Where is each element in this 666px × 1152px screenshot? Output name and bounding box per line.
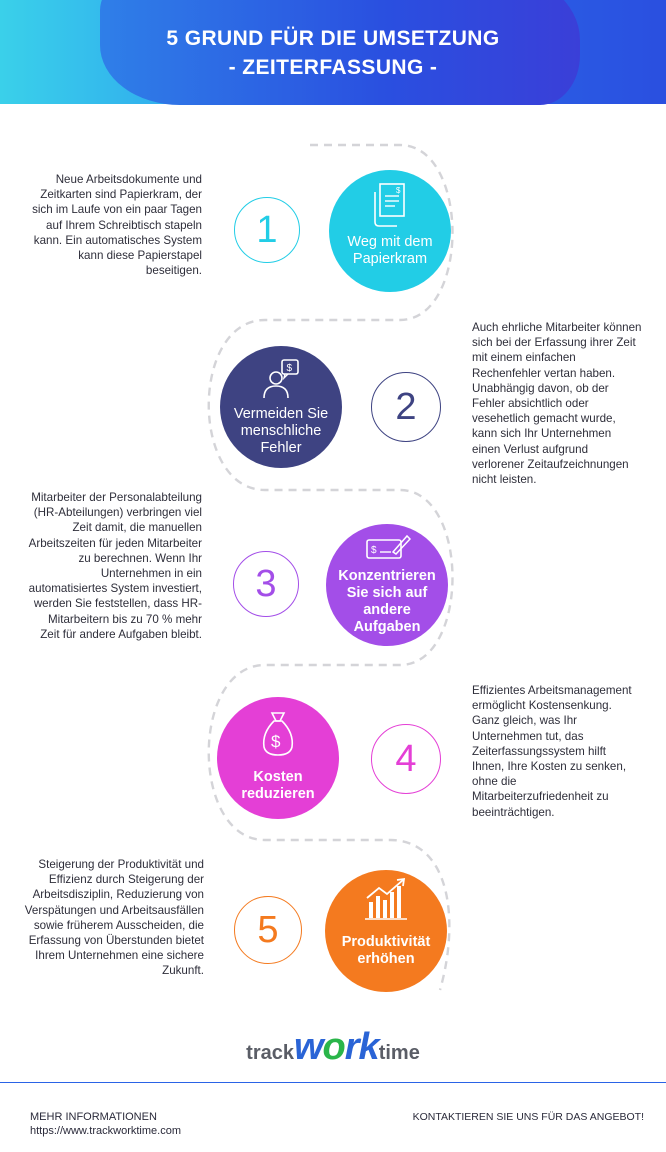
step-1-description: Neue Arbeitsdokumente und Zeitkarten sind Papierkram, der sich im Laufe von ein paar Tagen auf Ihrem Schreibtisch stapeln kann. Ein automatisches System kann diese Papierstapel beseitigen. [32, 173, 202, 278]
step-3-label: Konzentrieren Sie sich auf andere Aufgaben [338, 568, 436, 635]
step-5-circle [325, 870, 447, 992]
step-5-description: Steigerung der Produktivität und Effizienz durch Steigerung der Arbeitsdisziplin, Reduzierung von Verspätungen und Arbeitsausfällen sowie früherem Ausscheiden, die Erfassung von Überstunden bietet Ihrem Unternehmen eine sichere Zukunft. [24, 858, 204, 978]
svg-text:$: $ [271, 732, 281, 751]
logo-track: track [246, 1042, 294, 1064]
step-3-circle [326, 524, 448, 646]
money-bag-icon [217, 709, 339, 757]
logo-w: w [293, 1026, 323, 1068]
footer-more-info [30, 1110, 181, 1138]
step-1-circle [329, 170, 451, 292]
contact-cta[interactable]: KONTAKTIEREN SIE UNS FÜR DAS ANGEBOT! [412, 1111, 644, 1123]
trackworktime-logo [0, 1026, 666, 1069]
step-4-label: Kosten reduzieren [241, 769, 315, 802]
footer-divider [0, 1082, 666, 1083]
step-1-label: Weg mit dem Papierkram [347, 234, 433, 267]
website-link[interactable]: https://www.trackworktime.com [30, 1125, 181, 1137]
person-dollar-icon [220, 358, 342, 400]
step-3-description: Mitarbeiter der Personalabteilung (HR-Abteilungen) verbringen viel Zeit damit, die manuellen Arbeitszeiten für jeden Mitarbeiter zu berechnen. Wenn Ihr Unternehmen in ein automatisiertes System investiert, werden Sie feststellen, dass HR-Mitarbeitern bis zu 70 % mehr Zeit für andere Aufgaben bleibt. [28, 491, 202, 641]
step-2-description: Auch ehrliche Mitarbeiter können sich bei der Erfassung ihrer Zeit mit einem einfachen Rechenfehler vertan haben. Unabhängig davon, ob der Fehler absichtlich oder vesehetlich gemacht wurde, kann sich Ihr Unternehmen einen Verlust aufgrund verlorener Zeitaufzeichnungen nicht leisten. [472, 321, 642, 487]
document-dollar-icon [329, 182, 451, 228]
step-1-number: 1 [234, 197, 300, 263]
page-title-line-1: 5 GRUND FÜR DIE UMSETZUNG [166, 27, 500, 50]
svg-text:$: $ [371, 545, 377, 556]
step-5-number: 5 [234, 896, 302, 964]
step-4-description: Effizientes Arbeitsmanagement ermöglicht Kostensenkung. Ganz gleich, was Ihr Unternehmen tut, das Zeiterfassungssystem hilft Ihnen, Ihre Kosten zu senken, ohne die Mitarbeiterzufriedenheit zu beeinträchtigen. [472, 684, 632, 819]
svg-text:$: $ [286, 363, 293, 374]
step-4-number: 4 [371, 724, 441, 794]
logo-rk: rk [344, 1026, 379, 1068]
page-title-line-2: - ZEITERFASSUNG - [228, 56, 438, 79]
step-2-label: Vermeiden Sie menschliche Fehler [233, 406, 329, 456]
step-5-label: Produktivität erhöhen [341, 934, 431, 967]
check-pen-icon [326, 532, 448, 562]
logo-time: time [378, 1042, 420, 1064]
step-3-number: 3 [233, 551, 299, 617]
step-2-circle [220, 346, 342, 468]
growth-chart-icon [325, 876, 447, 922]
more-info-label: MEHR INFORMATIONEN [30, 1111, 157, 1123]
step-4-circle [217, 697, 339, 819]
logo-o: o [322, 1026, 345, 1068]
svg-text:$: $ [396, 186, 401, 195]
step-2-number: 2 [371, 372, 441, 442]
